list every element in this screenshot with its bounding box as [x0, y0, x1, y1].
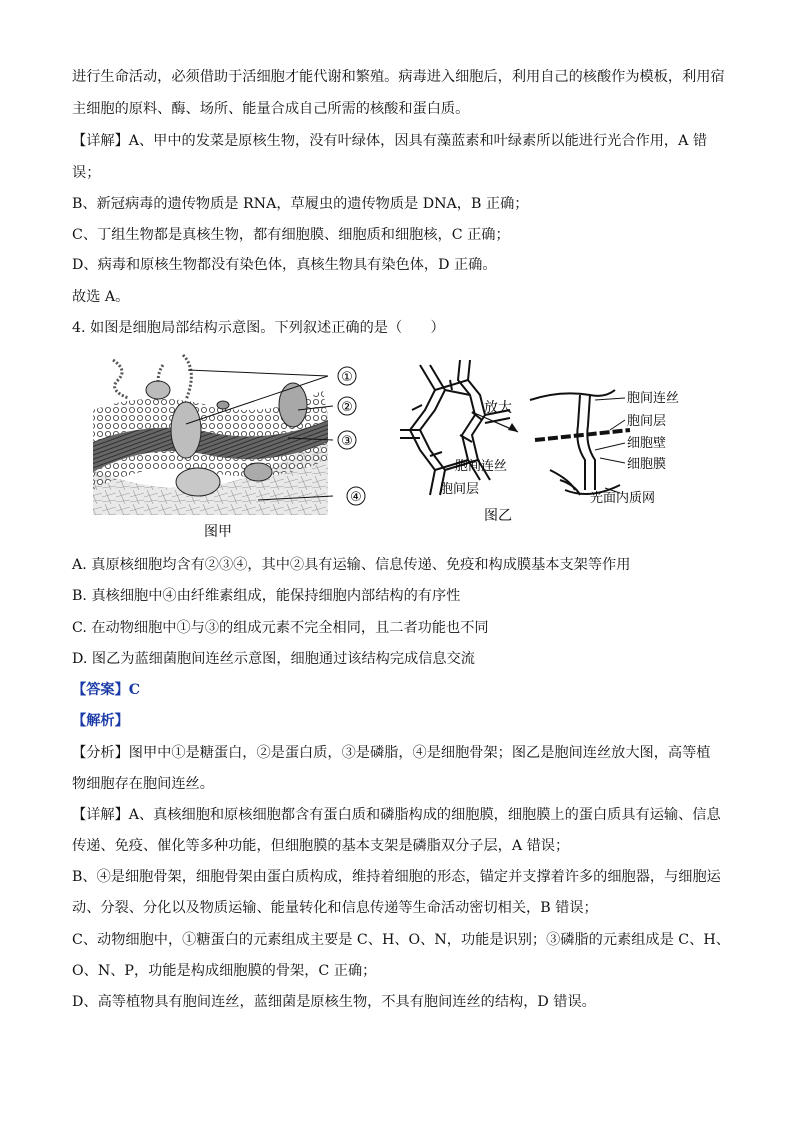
right-neizhiwang-label: 光面内质网 — [590, 491, 656, 506]
text-line: C、丁组生物都是真核生物，都有细胞膜、细胞质和细胞核，C 正确； — [72, 227, 510, 243]
option-a: A. 真原核细胞均含有②③④，其中②具有运输、信息传递、免疫和构成膜基本支架等作用 — [72, 557, 631, 573]
analysis-line: 【分析】图甲中①是糖蛋白，②是蛋白质，③是磷脂，④是细胞骨架；图乙是胞间连丝放大图，高等植 — [72, 745, 711, 761]
analysis-line: B、④是细胞骨架，细胞骨架由蛋白质构成，维持着细胞的形态，锚定并支撑着许多的细胞器，与细胞运 — [72, 869, 721, 885]
text-line: 进行生命活动，必须借助于活细胞才能代谢和繁殖。病毒进入细胞后，利用自己的核酸作为模板，利用宿 — [72, 69, 725, 85]
analysis-line: D、高等植物具有胞间连丝，蓝细菌是原核生物，不具有胞间连丝的结构，D 错误。 — [72, 994, 596, 1010]
right-bi-label: 细胞壁 — [627, 436, 667, 451]
answer: 【答案】C — [72, 682, 141, 698]
analysis-line: O、N、P，功能是构成细胞膜的骨架，C 正确； — [72, 963, 377, 979]
label-2: ② — [341, 400, 353, 415]
figure-yi-plasmodesmata — [390, 350, 710, 530]
figure-jia-caption: 图甲 — [204, 524, 232, 540]
analysis-line: C、动物细胞中，①糖蛋白的元素组成主要是 C、H、O、N，功能是识别；③磷脂的元素组成是 C、H、 — [72, 932, 730, 948]
analysis-heading: 【解析】 — [72, 713, 129, 729]
analysis-line: 传递、免疫、催化等多种功能，但细胞膜的基本支架是磷脂双分子层，A 错误； — [72, 838, 570, 854]
text-line: D、病毒和原核生物都没有染色体，真核生物具有染色体，D 正确。 — [72, 257, 497, 273]
figure-jia-membrane — [88, 350, 378, 545]
figure-yi-caption: 图乙 — [484, 508, 512, 524]
label-1: ① — [341, 370, 353, 385]
option-b: B. 真核细胞中④由纤维素组成，能保持细胞内部结构的有序性 — [72, 588, 461, 604]
option-d: D. 图乙为蓝细菌胞间连丝示意图，细胞通过该结构完成信息交流 — [72, 651, 475, 667]
right-jianliansi-label: 胞间连丝 — [627, 391, 680, 406]
analysis-line: 动、分裂、分化以及物质运输、能量转化和信息传递等生命活动密切相关，B 错误； — [72, 900, 598, 916]
left-jianliansi-label: 胞间连丝 — [455, 459, 508, 474]
fangda-label: 放大 — [484, 400, 512, 416]
right-mo-label: 细胞膜 — [627, 457, 667, 472]
text-line: 故选 A。 — [72, 289, 130, 305]
analysis-line: 物细胞存在胞间连丝。 — [72, 776, 214, 792]
text-line: 误； — [72, 165, 101, 181]
text-line: B、新冠病毒的遗传物质是 RNA，草履虫的遗传物质是 DNA，B 正确； — [72, 196, 529, 212]
left-jianceng-label: 胞间层 — [440, 482, 480, 497]
label-3: ③ — [341, 434, 353, 449]
text-line: 主细胞的原料、酶、场所、能量合成自己所需的核酸和蛋白质。 — [72, 101, 470, 117]
right-jianceng-label: 胞间层 — [627, 414, 667, 429]
text-line: 【详解】A、甲中的发菜是原核生物，没有叶绿体，因具有藻蓝素和叶绿素所以能进行光合作用，A 错 — [72, 133, 708, 149]
question-stem: 4. 如图是细胞局部结构示意图。下列叙述正确的是（ ） — [72, 320, 445, 336]
analysis-line: 【详解】A、真核细胞和原核细胞都含有蛋白质和磷脂构成的细胞膜，细胞膜上的蛋白质具有运输、信息 — [72, 807, 721, 823]
label-4: ④ — [350, 490, 362, 505]
option-c: C. 在动物细胞中①与③的组成元素不完全相同，且二者功能也不同 — [72, 620, 489, 636]
